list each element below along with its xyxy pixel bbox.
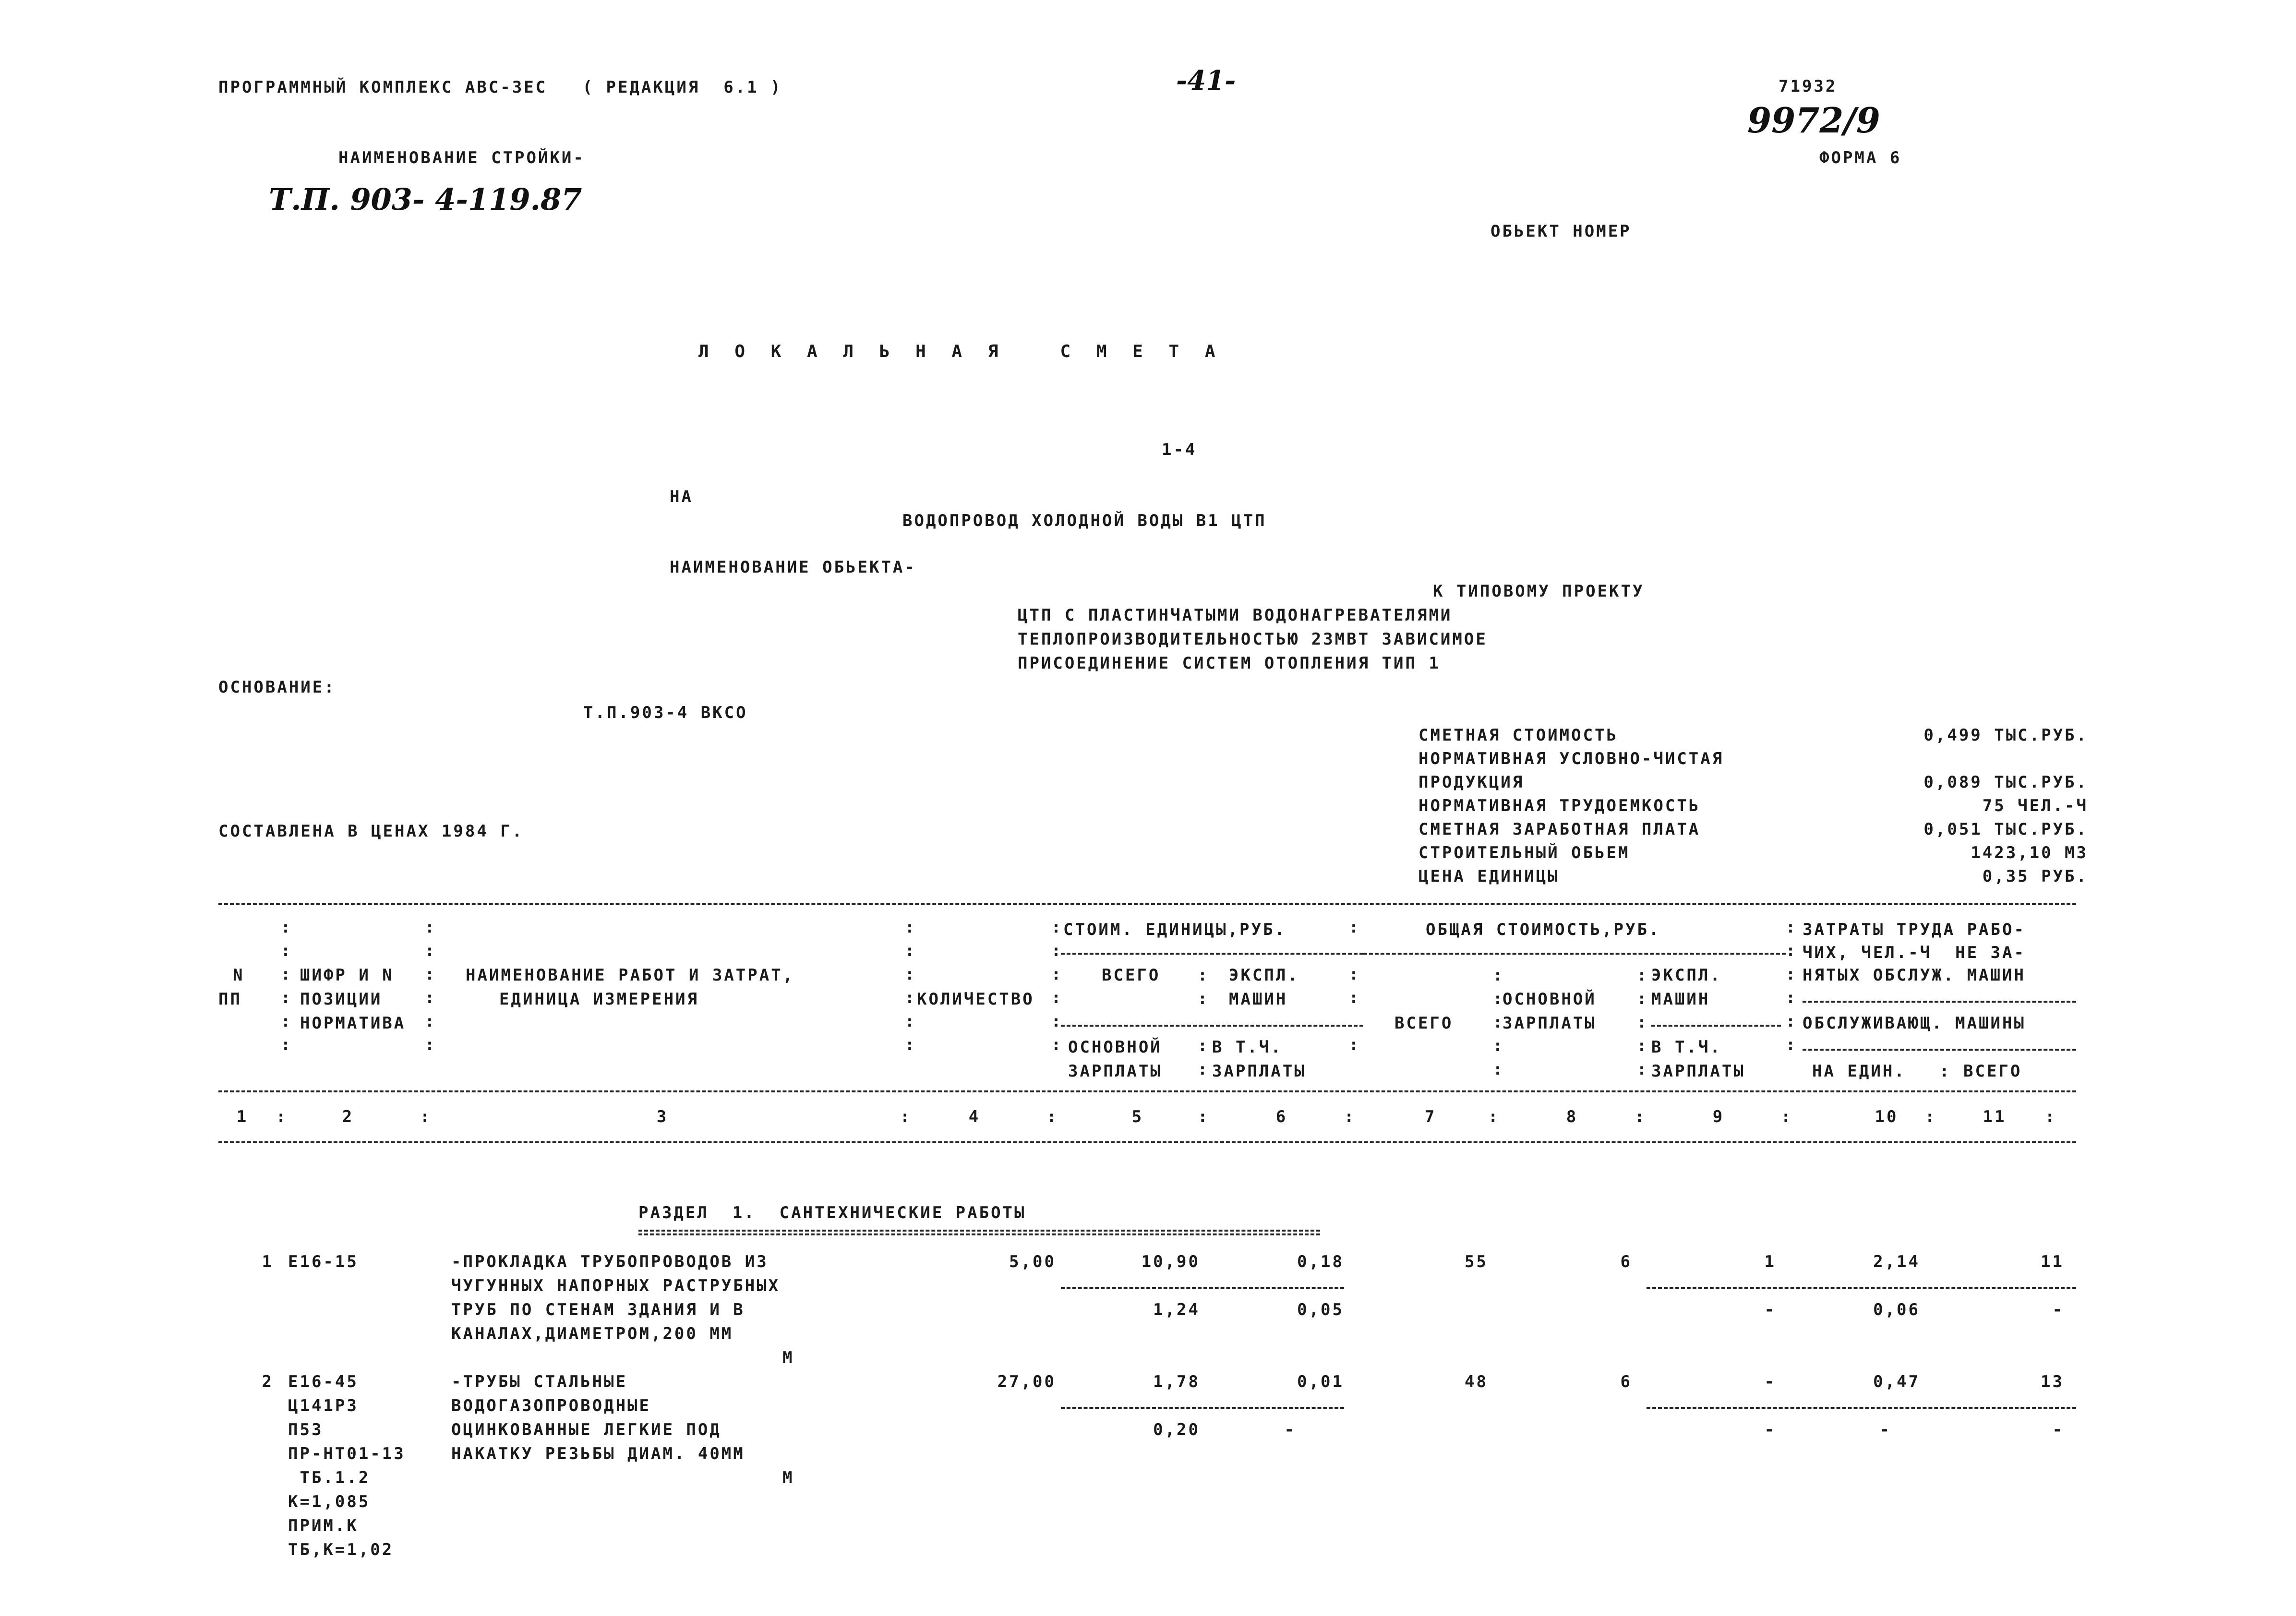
- estimate-subject: ВОДОПРОВОД ХОЛОДНОЙ ВОДЫ В1 ЦТП: [902, 511, 1267, 530]
- header-name: ЕДИНИЦА ИЗМЕРЕНИЯ: [499, 990, 699, 1009]
- col-number-separators: :: [900, 1107, 912, 1126]
- program-title: ПРОГРАММНЫЙ КОМПЛЕКС АВС-3ЕС ( РЕДАКЦИЯ 6.1 ): [218, 78, 782, 97]
- col-number: 2: [342, 1107, 354, 1126]
- page-number: -41-: [1176, 65, 1236, 96]
- row-quantity: 5,00: [1009, 1252, 1056, 1271]
- header-labor: ЗАТРАТЫ ТРУДА РАБО-: [1803, 920, 2026, 939]
- object-number-label: ОБЬЕКТ НОМЕР: [1491, 222, 1632, 241]
- header-unit-cost: СТОИМ. ЕДИНИЦЫ,РУБ.: [1063, 920, 1286, 939]
- row-code: Е16-45: [288, 1372, 359, 1391]
- header-name: НАИМЕНОВАНИЕ РАБОТ И ЗАТРАТ,: [466, 966, 795, 985]
- object-line: ЦТП С ПЛАСТИНЧАТЫМИ ВОДОНАГРЕВАТЕЛЯМИ: [1018, 606, 1453, 625]
- col-separator: : : : : : :: [424, 918, 435, 1054]
- row-unit-machine-cost: 0,18: [1297, 1252, 1344, 1271]
- row-labor-per-unit: 0,47: [1873, 1372, 1920, 1391]
- row-code: Е16-15: [288, 1252, 359, 1271]
- object-line: К ТИПОВОМУ ПРОЕКТУ: [1433, 582, 1645, 601]
- summary-label: ПРОДУКЦИЯ: [1418, 773, 1525, 792]
- header-rule: [1061, 1025, 1363, 1027]
- row-subrule: [1647, 1407, 2076, 1409]
- on-label: НА: [670, 487, 693, 506]
- header-expl: ЭКСПЛ.: [1229, 966, 1299, 985]
- header-rule: [1061, 953, 1363, 955]
- col-separator: : : : : : :: [1051, 918, 1061, 1054]
- header-salary: ЗАРПЛАТЫ: [1503, 1014, 1597, 1033]
- row-name-line: ТРУБ ПО СТЕНАМ ЗДАНИЯ И В: [451, 1300, 745, 1319]
- row-subrule: [1647, 1287, 2076, 1289]
- summary-value: 0,35 РУБ.: [1982, 867, 2088, 886]
- row-unit: М: [782, 1348, 794, 1367]
- row-name-line: ВОДОГАЗОПРОВОДНЫЕ: [451, 1396, 651, 1415]
- summary-label: ЦЕНА ЕДИНИЦЫ: [1418, 867, 1560, 886]
- row-name-line: НАКАТКУ РЕЗЬБЫ ДИАМ. 40ММ: [451, 1444, 745, 1463]
- row-code: ПРИМ.К: [288, 1516, 359, 1535]
- col-number-separators: :: [1781, 1107, 1793, 1126]
- row-code: ТБ.1.2: [288, 1468, 371, 1487]
- header-salary: ЗАРПЛАТЫ: [1651, 1062, 1745, 1081]
- col-number: 11: [1983, 1107, 2007, 1126]
- form-label: ФОРМА 6: [1819, 148, 1902, 168]
- object-line: ТЕПЛОПРОИЗВОДИТЕЛЬНОСТЬЮ 23МВТ ЗАВИСИМОЕ: [1018, 630, 1488, 649]
- row-total-salary: 6: [1620, 1252, 1632, 1271]
- row-code: П53: [288, 1420, 324, 1439]
- col-number-separators: :: [1488, 1107, 1500, 1126]
- col-number: 8: [1566, 1107, 1578, 1126]
- col-number-separators: :: [1344, 1107, 1356, 1126]
- row-name-line: ЧУГУННЫХ НАПОРНЫХ РАСТРУБНЫХ: [451, 1276, 781, 1295]
- header-code: НОРМАТИВА: [300, 1014, 406, 1033]
- prices-label: СОСТАВЛЕНА В ЦЕНАХ 1984 Г.: [218, 822, 524, 841]
- row-unit-machine-salary: 0,05: [1297, 1300, 1344, 1319]
- col-number-separators: :: [420, 1107, 432, 1126]
- row-total-machine: -: [1764, 1372, 1776, 1391]
- header-machines: МАШИН: [1229, 990, 1288, 1009]
- header-expl: ЭКСПЛ.: [1651, 966, 1722, 985]
- header-machines: МАШИН: [1651, 990, 1710, 1009]
- col-separator: : : : : : :: [904, 918, 915, 1054]
- summary-label: НОРМАТИВНАЯ УСЛОВНО-ЧИСТАЯ: [1418, 749, 1724, 768]
- row-total: 48: [1465, 1372, 1488, 1391]
- row-number: 2: [262, 1372, 274, 1391]
- col-number-separators: :: [1046, 1107, 1058, 1126]
- header-total-cost: ОБЩАЯ СТОИМОСТЬ,РУБ.: [1426, 920, 1661, 939]
- row-name-line: КАНАЛАХ,ДИАМЕТРОМ,200 ММ: [451, 1324, 733, 1343]
- row-labor-per-unit: 2,14: [1873, 1252, 1920, 1271]
- col-number: 7: [1424, 1107, 1437, 1126]
- row-labor-machine-total: -: [2052, 1420, 2064, 1439]
- row-unit-salary: 0,20: [1153, 1420, 1200, 1439]
- header-salary: ЗАРПЛАТЫ: [1212, 1062, 1306, 1081]
- summary-label: НОРМАТИВНАЯ ТРУДОЕМКОСТЬ: [1418, 796, 1701, 815]
- row-total-salary: 6: [1620, 1372, 1632, 1391]
- section-title: РАЗДЕЛ 1. САНТЕХНИЧЕСКИЕ РАБОТЫ: [638, 1203, 1026, 1222]
- header-salary: ЗАРПЛАТЫ: [1068, 1062, 1162, 1081]
- row-name-line: -ПРОКЛАДКА ТРУБОПРОВОДОВ ИЗ: [451, 1252, 769, 1271]
- header-code: ШИФР И N: [300, 966, 394, 985]
- row-labor-machine-unit: -: [1879, 1420, 1891, 1439]
- header-all: ВСЕГО: [1102, 966, 1161, 985]
- col-number-separators: :: [1198, 1107, 1210, 1126]
- row-total-machine-salary: -: [1764, 1300, 1776, 1319]
- row-number: 1: [262, 1252, 274, 1271]
- header-incl: В Т.Ч.: [1651, 1038, 1722, 1057]
- summary-value: 1423,10 М3: [1971, 843, 2088, 862]
- document-title: Л О К А Л Ь Н А Я С М Е Т А: [698, 342, 1223, 361]
- row-code: К=1,085: [288, 1492, 371, 1511]
- row-labor-total: 13: [2041, 1372, 2064, 1391]
- col-separator: : : : : :: [1636, 966, 1647, 1079]
- row-unit-cost: 1,78: [1153, 1372, 1200, 1391]
- row-total-machine-salary: -: [1764, 1420, 1776, 1439]
- summary-label: СМЕТНАЯ ЗАРАБОТНАЯ ПЛАТА: [1418, 820, 1701, 839]
- basis-value: Т.П.903-4 ВКСО: [583, 703, 748, 722]
- row-subrule: [1061, 1287, 1344, 1289]
- construction-value: Т.П. 903- 4-119.87: [269, 182, 582, 217]
- row-name-line: ОЦИНКОВАННЫЕ ЛЕГКИЕ ПОД: [451, 1420, 721, 1439]
- col-number: 1: [236, 1107, 249, 1126]
- row-total: 55: [1465, 1252, 1488, 1271]
- row-unit-machine-cost: 0,01: [1297, 1372, 1344, 1391]
- row-unit-machine-salary: -: [1284, 1420, 1296, 1439]
- estimate-number: 1-4: [1162, 440, 1197, 459]
- row-labor-total: 11: [2041, 1252, 2064, 1271]
- header-incl: В Т.Ч.: [1212, 1038, 1283, 1057]
- row-code: Ц141Р3: [288, 1396, 359, 1415]
- row-labor-machine-total: -: [2052, 1300, 2064, 1319]
- header-basic: ОСНОВНОЙ: [1068, 1038, 1162, 1057]
- summary-value: 0,051 ТЫС.РУБ.: [1923, 820, 2088, 839]
- header-rule: [1803, 1001, 2076, 1003]
- col-separator: : : : : :: [1492, 966, 1503, 1079]
- row-unit-salary: 1,24: [1153, 1300, 1200, 1319]
- summary-value: 0,089 ТЫС.РУБ.: [1923, 773, 2088, 792]
- document-code: 71932: [1779, 77, 1838, 96]
- basis-label: ОСНОВАНИЕ:: [218, 678, 336, 697]
- summary-label: СМЕТНАЯ СТОИМОСТЬ: [1418, 726, 1618, 745]
- header-rule: [1363, 953, 1786, 955]
- construction-label: НАИМЕНОВАНИЕ СТРОЙКИ-: [338, 148, 585, 168]
- header-n: ПП: [218, 990, 242, 1009]
- col-number: 3: [656, 1107, 669, 1126]
- row-name-line: -ТРУБЫ СТАЛЬНЫЕ: [451, 1372, 628, 1391]
- column-numbers-row: [218, 1109, 2076, 1128]
- summary-label: СТРОИТЕЛЬНЫЙ ОБЬЕМ: [1418, 843, 1630, 862]
- header-n: N: [233, 966, 245, 985]
- col-number-separators: :: [1925, 1107, 1937, 1126]
- col-separator: : : : :: [1348, 918, 1359, 1054]
- header-serving: ОБСЛУЖИВАЮЩ. МАШИНЫ: [1803, 1014, 2026, 1033]
- summary-value: 75 ЧЕЛ.-Ч: [1982, 796, 2088, 815]
- header-labor: ЧИХ, ЧЕЛ.-Ч НЕ ЗА-: [1803, 943, 2026, 962]
- row-code: ТБ,К=1,02: [288, 1540, 394, 1559]
- section-underline: [638, 1230, 1320, 1235]
- table-rule: [218, 1090, 2076, 1092]
- object-line: ПРИСОЕДИНЕНИЕ СИСТЕМ ОТОПЛЕНИЯ ТИП 1: [1018, 654, 1441, 673]
- row-unit-cost: 10,90: [1141, 1252, 1200, 1271]
- header-quantity: КОЛИЧЕСТВО: [917, 990, 1034, 1009]
- table-rule: [218, 1141, 2076, 1143]
- summary-value: 0,499 ТЫС.РУБ.: [1923, 726, 2088, 745]
- col-number-separators: :: [1635, 1107, 1647, 1126]
- col-number-separators: :: [2045, 1107, 2057, 1126]
- header-all: ВСЕГО: [1394, 1014, 1454, 1033]
- table-top-rule: [218, 903, 2076, 905]
- col-number: 6: [1275, 1107, 1288, 1126]
- header-total: ВСЕГО: [1963, 1062, 2022, 1081]
- col-number: 9: [1712, 1107, 1725, 1126]
- summary-block: [1418, 727, 2088, 892]
- row-quantity: 27,00: [997, 1372, 1056, 1391]
- col-number: 5: [1131, 1107, 1144, 1126]
- col-number: 10: [1875, 1107, 1899, 1126]
- header-rule: [1651, 1025, 1781, 1027]
- header-per-unit: НА ЕДИН.: [1812, 1062, 1906, 1081]
- col-separator: : : : :: [1197, 966, 1208, 1079]
- header-basic-salary: ОСНОВНОЙ: [1503, 990, 1597, 1009]
- row-total-machine: 1: [1764, 1252, 1776, 1271]
- header-rule: [1803, 1049, 2076, 1051]
- handwritten-code: 9972/9: [1747, 100, 1880, 141]
- col-number-separators: :: [276, 1107, 288, 1126]
- col-separator: : : : : : :: [1785, 918, 1796, 1054]
- header-code: ПОЗИЦИИ: [300, 990, 383, 1009]
- col-number: 4: [968, 1107, 981, 1126]
- row-subrule: [1061, 1407, 1344, 1409]
- row-labor-machine-unit: 0,06: [1873, 1300, 1920, 1319]
- col-separator: :: [1939, 1062, 1951, 1081]
- row-unit: М: [782, 1468, 794, 1487]
- object-label: НАИМЕНОВАНИЕ ОБЬЕКТА-: [670, 558, 916, 577]
- col-separator: : : : : : :: [280, 918, 291, 1054]
- header-labor: НЯТЫХ ОБСЛУЖ. МАШИН: [1803, 966, 2026, 985]
- row-code: ПР-НТ01-13: [288, 1444, 406, 1463]
